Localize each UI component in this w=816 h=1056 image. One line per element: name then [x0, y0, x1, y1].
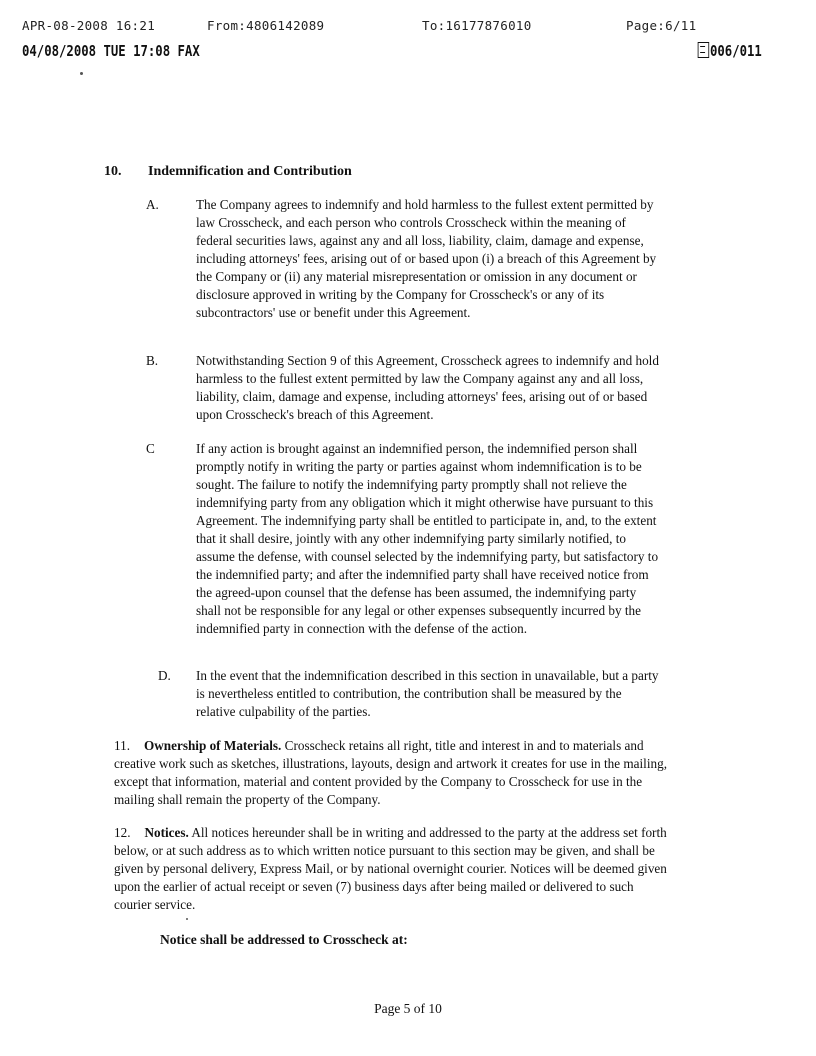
- clause-marker: A.: [146, 197, 159, 212]
- fax-transmission-header: [22, 18, 722, 34]
- clause-marker: C: [146, 441, 155, 456]
- clause-text: Notwithstanding Section 9 of this Agreement, Crosscheck agrees to indemnify and hold harmless to the fullest extent permitted by law the Company against any and all loss, liability, claim, damage and expense, including attorneys' fees, arising out of or based upon Crosscheck's breach of this Agreement.: [196, 353, 659, 422]
- clause-text: If any action is brought against an indemnified person, the indemnified person shall promptly notify in writing the party or parties against whom indemnification is to be sought. The failure to notify the indemnifying party promptly shall not relieve the indemnifying party from any obligation which it might otherwise have pursuant to this Agreement. The indemnifying party shall be entitled to participate in, and, to the extent that it shall desire, jointly with any other indemnifying party similarly notified, to assume the defense, with counsel selected by the indemnifying party, but satisfactory to the indemnified party; and after the indemnified party shall have received notice from the agreed-upon counsel that the defense has been assumed, the indemnifying party shall not be responsible for any legal or other expenses subsequently incurred by the indemnified party in connection with the defense of the action.: [196, 441, 659, 636]
- fax-from-number: From:4806142089: [207, 18, 325, 33]
- scan-speck: [186, 918, 188, 920]
- section-11-paragraph: [114, 737, 674, 809]
- section-12-paragraph: [114, 824, 674, 914]
- fax-stamp-page: [698, 42, 762, 60]
- fax-to-number: To:16177876010: [422, 18, 532, 33]
- clause-marker: D.: [158, 668, 171, 683]
- clause-text: In the event that the indemnification described in this section in unavailable, but a party is nevertheless entitled to contribution, the contribution shall be measured by the relative culpability of the parties.: [196, 668, 659, 719]
- clause-text: The Company agrees to indemnify and hold harmless to the fullest extent permitted by law Crosscheck, and each person who controls Crosscheck within the meaning of federal securities laws, against any and all loss, liability, claim, damage and expense, including attorneys' fees, arising out of or based upon (i) a breach of this Agreement by the Company or (ii) any material misrepresentation or omission in any document or disclosure approved in writing by the Company for Crosscheck's or any of its subcontractors' use or benefit under this Agreement.: [196, 197, 657, 320]
- fax-stamp-line: [22, 42, 762, 64]
- section-number: 10.: [104, 164, 122, 179]
- section-10-heading: [104, 164, 352, 180]
- notice-address-line: Notice shall be addressed to Crosscheck at:: [160, 932, 408, 947]
- section-heading: Ownership of Materials.: [144, 738, 282, 753]
- section-heading: Notices.: [144, 825, 189, 840]
- section-number: 12.: [114, 825, 131, 840]
- fax-page-count: Page:6/11: [626, 18, 697, 33]
- fax-stamp-date: 04/08/2008 TUE 17:08 FAX: [22, 42, 200, 60]
- clause-marker: B.: [146, 353, 159, 368]
- scan-speck: [80, 72, 83, 75]
- page-footer: Page 5 of 10: [374, 1001, 442, 1016]
- fax-stamp-page-number: 006/011: [709, 42, 762, 60]
- fax-date-time: APR-08-2008 16:21: [22, 18, 156, 33]
- fax-page-icon: [698, 42, 709, 58]
- section-number: 11.: [114, 738, 130, 753]
- section-body: Crosscheck retains all right, title and interest in and to materials and creative work such as sketches, illustrations, layouts, design and artwork it creates for use in the mailing, except that information, material and content provided by the Company to Crosscheck for use in the mailing shall remain the property of the Company.: [114, 738, 667, 807]
- section-title: Indemnification and Contribution: [148, 164, 352, 179]
- section-body: All notices hereunder shall be in writing and addressed to the party at the address set forth below, or at such address as to which written notice pursuant to this section may be given, and shall be given by personal delivery, Express Mail, or by national overnight courier. Notices will be deemed given upon the earlier of actual receipt or seven (7) business days after being mailed or delivered to such courier service.: [114, 825, 667, 912]
